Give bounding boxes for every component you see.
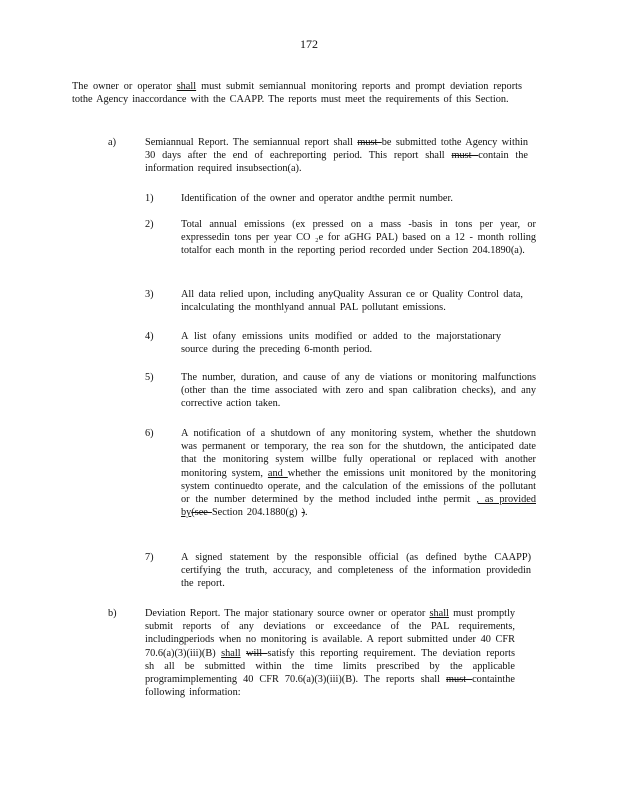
inserted-text: and — [267, 467, 288, 479]
section-b-text-5: containthe following information: — [145, 674, 515, 699]
item-4-text: A list ofany emissions units modified or added to the majorstationary source during the preceding 6-month period. — [181, 331, 501, 356]
deleted-text: ) — [301, 507, 306, 519]
inserted-text: , as provided by — [181, 494, 537, 519]
deleted-text: must — [357, 137, 382, 148]
item-1-number: 1) — [145, 193, 154, 204]
deleted-text: must — [446, 674, 473, 686]
intro-paragraph — [72, 80, 522, 106]
section-b-text-2: must promptly submit reports of any deviations or exceedance of the PAL requirements, includingperiods when no monitoring is available. A report submitted under 40 CFR 70.6(a)(3)(iii)(B) — [145, 608, 515, 659]
item-6-text-3: Section 204.1880(g) — [211, 507, 302, 519]
item-4-number: 4) — [145, 331, 154, 342]
section-a-text-3: contain the information required insubsection(a). — [145, 150, 528, 175]
inserted-text: shall — [429, 608, 449, 619]
item-1-text: Identification of the owner and operator andthe permit number. — [181, 193, 453, 204]
item-2-text: Total annual emissions (ex pressed on a mass -basis in tons per year, or expressedin tons per year CO ₂e for aGHG PAL) based on a 12 - month rolling totalfor each month in the reporting period recorded under Section 204.1890(a). — [181, 219, 536, 257]
item-5-number: 5) — [145, 372, 154, 383]
deleted-text: will — [246, 647, 268, 659]
item-6-text-2: whether the emissions unit monitored by the monitoring system continuedto operate, and the calculation of the emissions of the pollutant or the number determined by the method included inthe permit — [181, 467, 536, 506]
deleted-text: (see — [191, 507, 212, 519]
section-a-paragraph — [145, 136, 528, 176]
item-6-text-1: A notification of a shutdown of any monitoring system, whether the shutdown was permanent or temporary, the rea son for the shutdown, the anticipated date that the monitoring system willbe fully operational or replaced with another monitoring system, — [181, 428, 536, 479]
section-b-label: b) — [108, 608, 117, 619]
item-3-number: 3) — [145, 289, 154, 300]
item-6-text-4: . — [305, 507, 308, 519]
page-number: 172 — [300, 37, 318, 51]
intro-text-1: The owner or operator — [72, 81, 177, 92]
item-5-text: The number, duration, and cause of any de viations or monitoring malfunctions (other than the time associated with zero and span calibration checks), and any corrective action taken. — [181, 372, 536, 410]
item-3-text: All data relied upon, including anyQuality Assuran ce or Quality Control data, incalculating the monthlyand annual PAL pollutant emissions. — [181, 289, 523, 314]
inserted-text: shall — [221, 647, 241, 659]
section-a-text-1: Semiannual Report. The semiannual report shall — [145, 137, 358, 148]
item-6-text — [181, 427, 536, 519]
section-a-label: a) — [108, 137, 116, 148]
item-7-number: 7) — [145, 552, 154, 563]
section-a-text-2: be submitted tothe Agency within 30 days after the end of eachreporting period. This report shall — [145, 137, 528, 162]
item-2-number: 2) — [145, 219, 154, 230]
section-b-text-1: Deviation Report. The major stationary source owner or operator — [145, 608, 430, 619]
item-6-number: 6) — [145, 428, 154, 439]
section-b-paragraph — [145, 607, 515, 699]
inserted-text: shall — [176, 81, 197, 92]
intro-text-2: must submit semiannual monitoring reports and prompt deviation reports tothe Agency inaccordance with the CAAPP. The reports must meet the requirements of this Section. — [72, 81, 523, 106]
section-b-text-4: satisfy this reporting requirement. The deviation reports sh all be submitted within the time limits prescribed by the applicable programimplementing 40 CFR 70.6(a)(3)(iii)(B). The reports shall — [145, 647, 515, 686]
item-7-text: A signed statement by the responsible official (as defined bythe CAAPP) certifying the truth, accuracy, and completeness of the information providedin the report. — [181, 552, 531, 590]
deleted-text: must — [451, 150, 479, 162]
